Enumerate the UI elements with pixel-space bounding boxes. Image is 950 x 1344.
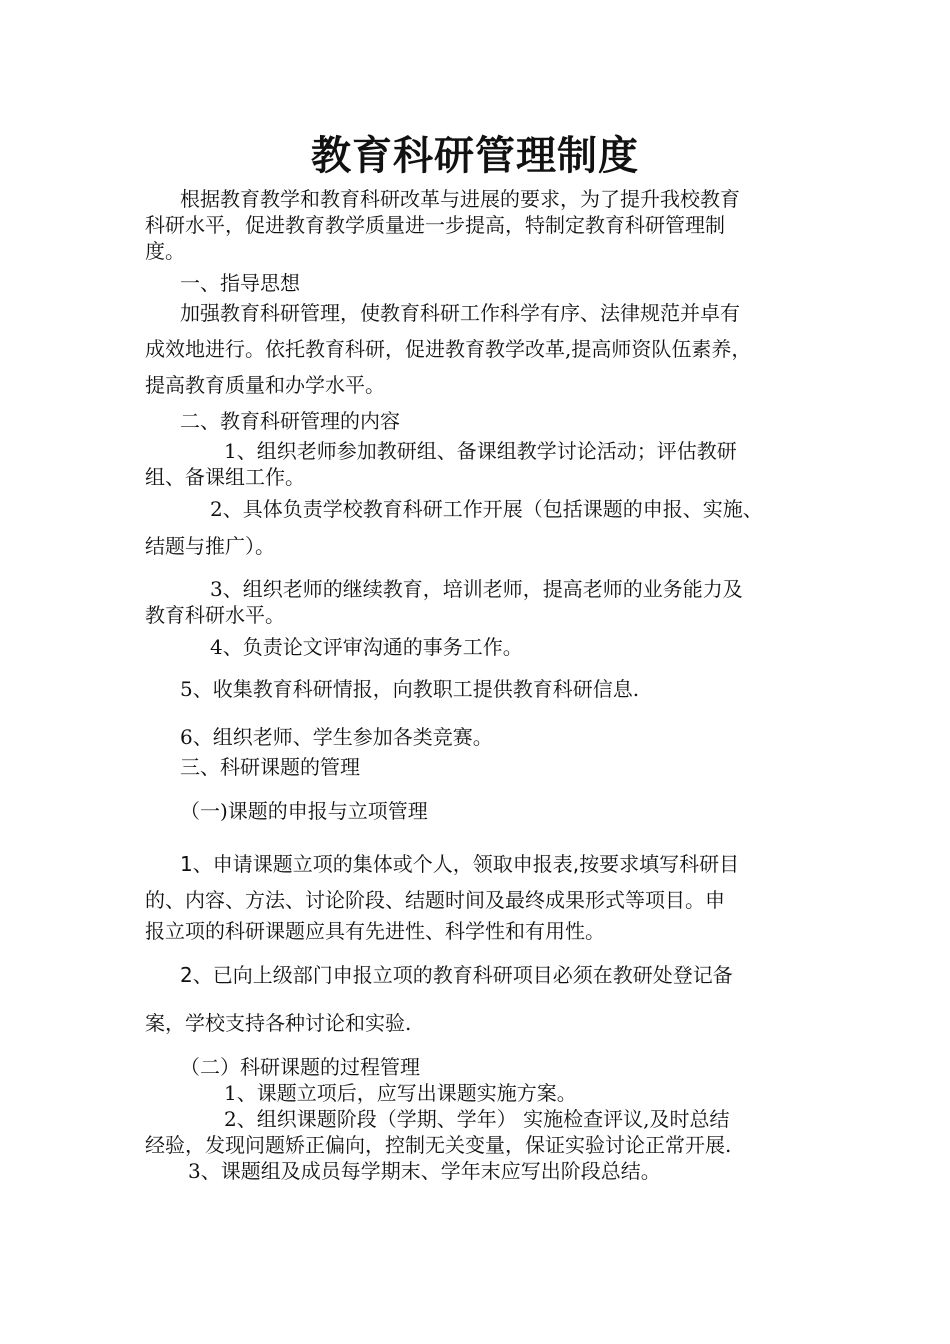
list-item-line: 经验，发现问题矫正偏向，控制无关变量，保证实验讨论正常开展. <box>145 1133 732 1157</box>
paragraph-line: 1、申请课题立项的集体或个人，领取申报表,按要求填写科研目 <box>180 852 740 876</box>
list-item-line: 6、组织老师、学生参加各类竞赛。 <box>180 725 493 749</box>
section-heading: 三、科研课题的管理 <box>180 755 360 779</box>
paragraph-line: 加强教育科研管理，使教育科研工作科学有序、法律规范并卓有 <box>180 301 740 325</box>
list-item-line: 2、具体负责学校教育科研工作开展（包括课题的申报、实施、 <box>210 497 763 521</box>
list-item-line: 3、课题组及成员每学期末、学年末应写出阶段总结。 <box>188 1159 661 1183</box>
paragraph-line: 根据教育教学和教育科研改革与进展的要求，为了提升我校教育 <box>180 187 740 211</box>
list-item-line: 1、组织老师参加教研组、备课组教学讨论活动；评估教研 <box>224 439 737 463</box>
list-item-line: 4、负责论文评审沟通的事务工作。 <box>210 635 523 659</box>
subsection-heading: （二）科研课题的过程管理 <box>180 1055 420 1079</box>
list-item-line: 结题与推广）。 <box>145 534 275 558</box>
paragraph-line: 成效地进行。依托教育科研，促进教育教学改革,提高师资队伍素养， <box>145 337 752 361</box>
list-item-line: 5、收集教育科研情报，向教职工提供教育科研信息. <box>180 677 640 701</box>
section-heading: 二、教育科研管理的内容 <box>180 409 400 433</box>
paragraph-line: 度。 <box>145 239 185 263</box>
paragraph-line: 提高教育质量和办学水平。 <box>145 373 385 397</box>
paragraph-line: 报立项的科研课题应具有先进性、科学性和有用性。 <box>145 919 605 943</box>
paragraph-line: 的、内容、方法、讨论阶段、结题时间及最终成果形式等项目。申 <box>145 888 725 912</box>
subsection-heading: （一)课题的申报与立项管理 <box>180 799 428 823</box>
paragraph-line: 科研水平，促进教育教学质量进一步提高，特制定教育科研管理制 <box>145 213 725 237</box>
list-item-line: 2、组织课题阶段（学期、学年） 实施检查评议,及时总结 <box>224 1107 730 1131</box>
document-title: 教育科研管理制度 <box>311 133 639 179</box>
paragraph-line: 2、已向上级部门申报立项的教育科研项目必须在教研处登记备 <box>180 963 733 987</box>
paragraph-line: 案，学校支持各种讨论和实验. <box>145 1011 412 1035</box>
list-item-line: 组、备课组工作。 <box>145 465 305 489</box>
list-item-line: 3、组织老师的继续教育，培训老师，提高老师的业务能力及 <box>210 577 743 601</box>
section-heading: 一、指导思想 <box>180 271 300 295</box>
list-item-line: 1、课题立项后，应写出课题实施方案。 <box>224 1081 577 1105</box>
list-item-line: 教育科研水平。 <box>145 603 285 627</box>
